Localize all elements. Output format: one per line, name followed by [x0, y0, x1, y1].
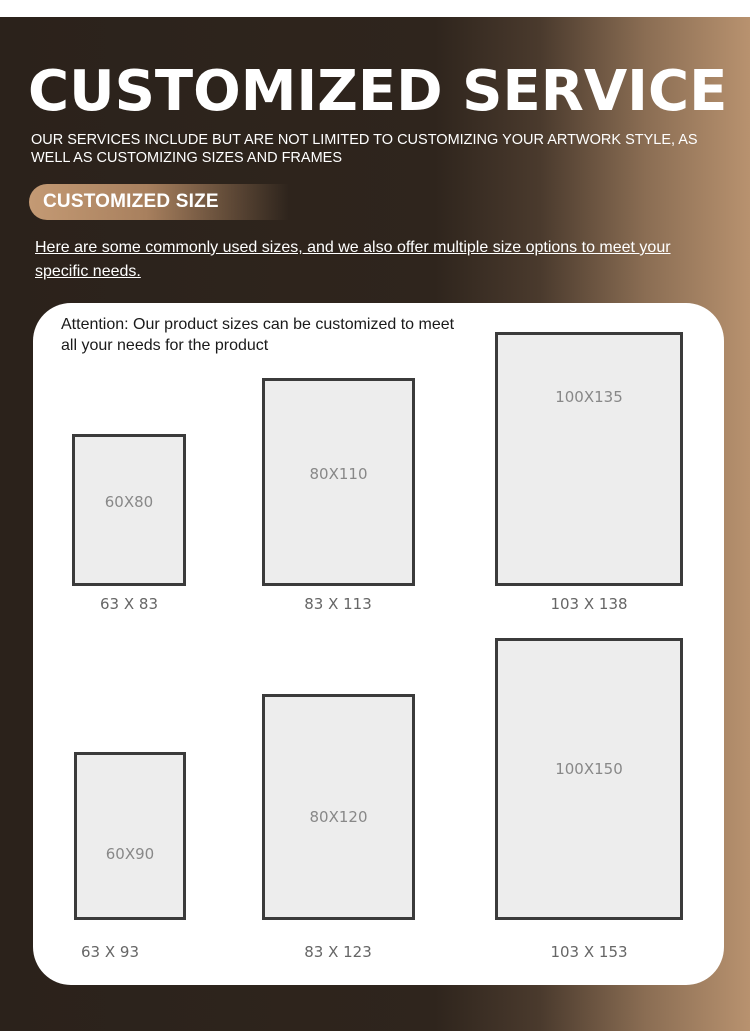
frame-inner-size: 80X110: [309, 465, 368, 483]
section-badge-label: CUSTOMIZED SIZE: [43, 191, 219, 212]
frame-outer-size: 103 X 138: [550, 595, 628, 613]
frame-outer-size: 83 X 123: [304, 943, 372, 961]
frame-80x120: [262, 694, 415, 920]
frame-outer-size: 83 X 113: [304, 595, 372, 613]
frame-outer-size: 63 X 93: [81, 943, 139, 961]
frame-inner-size: 60X90: [105, 845, 155, 863]
frame-inner-size: 100X135: [555, 388, 623, 406]
frame-100x150: [495, 638, 683, 920]
section-badge: [29, 184, 289, 220]
frame-60x80: [72, 434, 186, 586]
frame-inner-size: 60X80: [104, 493, 154, 511]
frame-80x110: [262, 378, 415, 586]
frame-100x135: [495, 332, 683, 586]
frame-inner-size: 100X150: [555, 760, 623, 778]
size-chart-card: [33, 303, 724, 985]
frame-outer-size: 63 X 83: [100, 595, 158, 613]
frame-inner-size: 80X120: [309, 808, 368, 826]
frame-60x90: [74, 752, 186, 920]
frame-outer-size: 103 X 153: [550, 943, 628, 961]
page-title: CUSTOMIZED SERVICE: [28, 59, 728, 124]
section-intro-text: Here are some commonly used sizes, and we also offer multiple size options to meet your specific needs.: [35, 239, 671, 280]
page-subtitle: OUR SERVICES INCLUDE BUT ARE NOT LIMITED TO CUSTOMIZING YOUR ARTWORK STYLE, AS WELL AS CUSTOMIZING SIZES AND FRAMES: [31, 132, 698, 166]
attention-note: Attention: Our product sizes can be customized to meet all your needs for the product: [61, 316, 455, 354]
